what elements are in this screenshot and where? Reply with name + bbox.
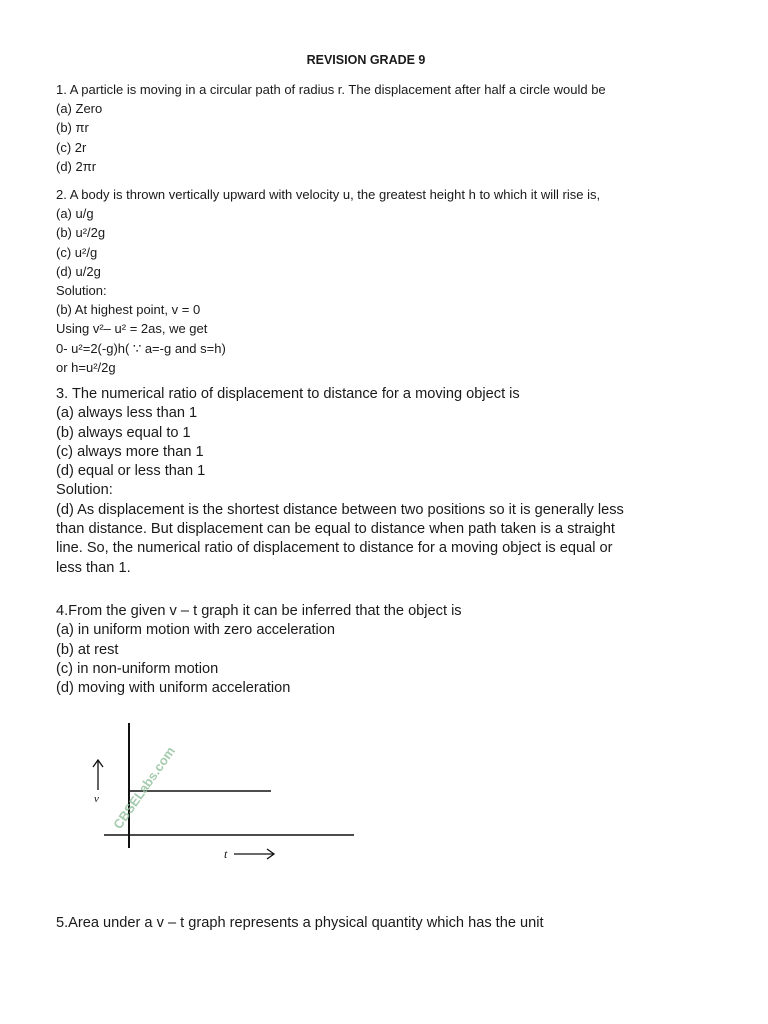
- option-b: (b) always equal to 1: [56, 424, 191, 441]
- solution-heading: Solution:: [56, 482, 113, 499]
- option-a: (a) Zero: [56, 101, 103, 117]
- option-b: (b) u²/2g: [56, 225, 106, 241]
- option-c: (c) u²/g: [56, 244, 98, 260]
- question-3: [56, 385, 676, 578]
- solution-line: (b) At highest point, v = 0: [56, 302, 201, 318]
- option-d: (d) 2πr: [56, 158, 97, 174]
- option-b: (b) at rest: [56, 641, 119, 658]
- option-a: (a) u/g: [56, 206, 94, 222]
- option-b: (b) πr: [56, 120, 89, 136]
- solution-line: less than 1.: [56, 559, 131, 576]
- y-arrow-icon: [93, 760, 103, 790]
- solution-line: than distance. But displacement can be equal to distance when path taken is a straight: [56, 521, 615, 538]
- solution-line: 0- u²=2(-g)h( ∵ a=-g and s=h): [56, 340, 226, 356]
- question-4-text: 4.From the given v – t graph it can be inferred that the object is: [56, 603, 462, 619]
- velocity-time-graph: [86, 718, 426, 878]
- question-3-text: 3. The numerical ratio of displacement to distance for a moving object is: [56, 386, 520, 402]
- question-2: [56, 185, 676, 377]
- option-a: (a) always less than 1: [56, 405, 198, 422]
- option-a: (a) in uniform motion with zero acceleration: [56, 622, 336, 639]
- option-d: (d) moving with uniform acceleration: [56, 680, 291, 697]
- solution-line: (d) As displacement is the shortest distance between two positions so it is generally less: [56, 501, 624, 518]
- watermark: CBSELabs.com: [110, 743, 178, 832]
- question-5-text: 5.Area under a v – t graph represents a physical quantity which has the unit: [56, 915, 544, 931]
- option-c: (c) 2r: [56, 139, 87, 155]
- option-d: (d) u/2g: [56, 263, 101, 279]
- question-1-text: 1. A particle is moving in a circular path of radius r. The displacement after half a circle would be: [56, 82, 606, 97]
- solution-line: line. So, the numerical ratio of displacement to distance for a moving object is equal or: [56, 540, 613, 557]
- solution-heading: Solution:: [56, 283, 107, 299]
- option-d: (d) equal or less than 1: [56, 463, 206, 480]
- question-4: [56, 602, 676, 698]
- solution-line: Using v²– u² = 2as, we get: [56, 321, 208, 337]
- solution-line: or h=u²/2g: [56, 359, 116, 375]
- question-1: [56, 80, 676, 176]
- page-title: REVISION GRADE 9: [306, 53, 426, 67]
- question-2-text: 2. A body is thrown vertically upward with velocity u, the greatest height h to which it will rise is,: [56, 187, 601, 202]
- y-axis-label: v: [94, 793, 99, 805]
- x-arrow-icon: [234, 849, 274, 859]
- question-5: [56, 914, 676, 933]
- x-axis-label: t: [224, 847, 228, 861]
- option-c: (c) always more than 1: [56, 443, 204, 460]
- option-c: (c) in non-uniform motion: [56, 660, 219, 677]
